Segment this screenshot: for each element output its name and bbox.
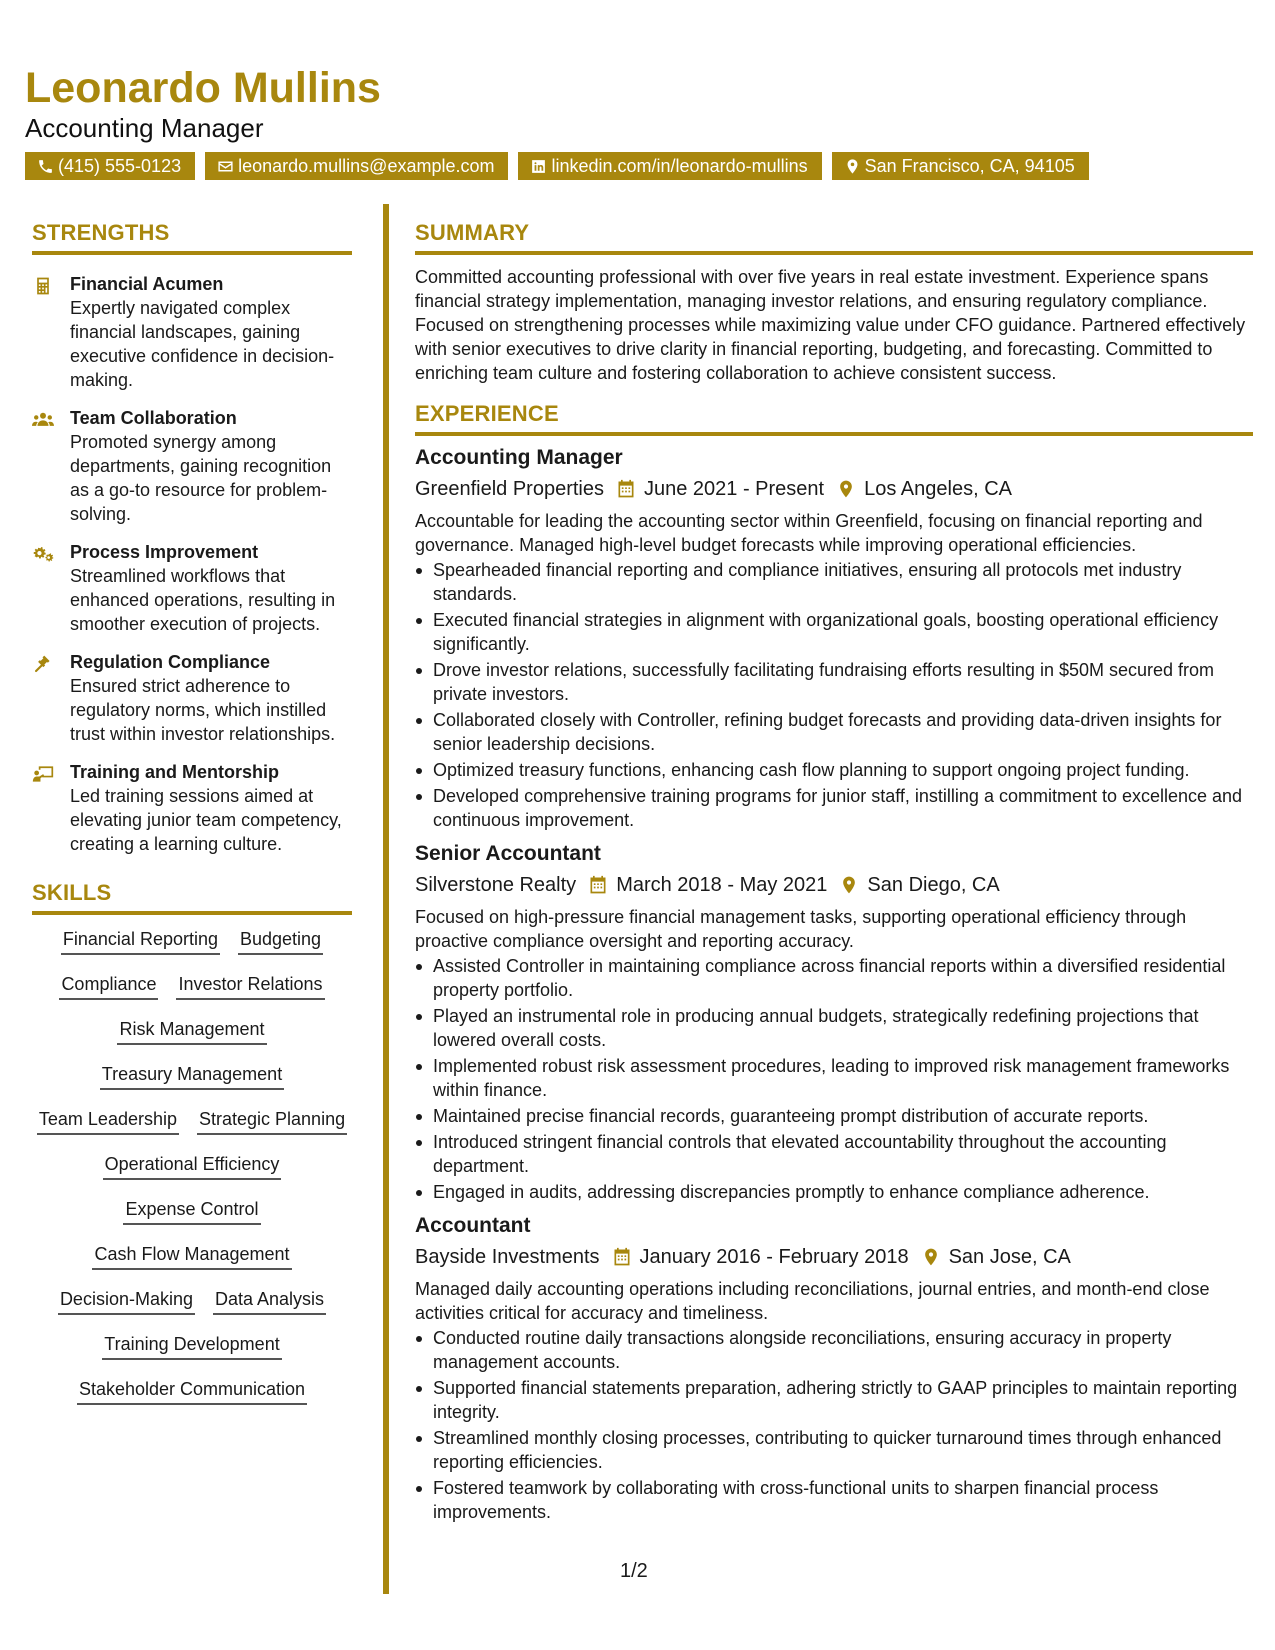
job-company: Bayside Investments	[415, 1246, 600, 1268]
strengths-list	[32, 272, 352, 856]
skill-tag: Team Leadership	[37, 1107, 179, 1135]
contact-location-text: San Francisco, CA, 94105	[864, 156, 1075, 176]
skill-tag: Financial Reporting	[61, 927, 220, 955]
contact-phone-text: (415) 555-0123	[58, 156, 182, 176]
skill-tag: Treasury Management	[100, 1062, 284, 1090]
contact-email[interactable]	[205, 152, 508, 180]
job-company: Silverstone Realty	[415, 874, 577, 896]
skill-tag: Budgeting	[238, 927, 323, 955]
bullet-item: Assisted Controller in maintaining compliance across financial reports within a diversified residential property portfolio.	[415, 954, 1253, 1002]
left-column	[32, 218, 352, 1422]
gears-icon	[32, 544, 56, 564]
contact-bar	[25, 152, 1089, 180]
job-meta	[415, 1242, 1253, 1272]
bullet-item: Developed comprehensive training programs for junior staff, instilling a commitment to excellence and continuous improvement.	[415, 784, 1253, 832]
job-location: San Diego, CA	[867, 874, 1000, 896]
strength-item	[32, 760, 352, 856]
bullet-item: Spearheaded financial reporting and compliance initiatives, ensuring all protocols met industry standards.	[415, 558, 1253, 606]
strength-desc: Promoted synergy among departments, gaining recognition as a go-to resource for problem-solving.	[70, 432, 332, 524]
job-title: Senior Accountant	[415, 842, 601, 865]
strength-title: Team Collaboration	[70, 408, 237, 428]
bullet-item: Implemented robust risk assessment procedures, leading to improved risk management frameworks within finance.	[415, 1054, 1253, 1102]
bullet-item: Introduced stringent financial controls that elevated accountability throughout the accounting department.	[415, 1130, 1253, 1178]
skills-list	[32, 915, 352, 1422]
skill-tag: Operational Efficiency	[103, 1152, 282, 1180]
skill-tag: Data Analysis	[213, 1287, 326, 1315]
contact-linkedin[interactable]	[518, 152, 821, 180]
bullet-item: Engaged in audits, addressing discrepancies promptly to enhance compliance adherence.	[415, 1180, 1253, 1204]
strength-title: Process Improvement	[70, 542, 259, 562]
strength-desc: Led training sessions aimed at elevating junior team competency, creating a learning culture.	[70, 786, 342, 854]
skill-tag: Investor Relations	[176, 972, 324, 1000]
strength-item	[32, 406, 352, 526]
job-dates: March 2018 - May 2021	[616, 874, 828, 896]
strength-title: Financial Acumen	[70, 274, 224, 294]
job-title: Accountant	[415, 1214, 531, 1237]
bullet-item: Maintained precise financial records, guaranteeing prompt distribution of accurate reports.	[415, 1104, 1253, 1128]
bullet-item: Collaborated closely with Controller, refining budget forecasts and providing data-driven insights for senior leadership decisions.	[415, 708, 1253, 756]
job-bullets	[415, 954, 1253, 1204]
calculator-icon	[32, 276, 56, 296]
job-dates: June 2021 - Present	[643, 478, 825, 500]
users-icon	[32, 410, 56, 430]
job-location: San Jose, CA	[948, 1246, 1071, 1268]
bullet-item: Played an instrumental role in producing annual budgets, strategically redefining projections that lowered overall costs.	[415, 1004, 1253, 1052]
phone-icon	[37, 158, 54, 175]
summary-text: Committed accounting professional with over five years in real estate investment. Experience spans financial strategy implementation, managing investor relations, and ensuring regulatory compliance. Focused on strengthening processes while maximizing value under CFO guidance. Partnered effectively with senior executives to drive clarity in financial reporting, budgeting, and forecasting. Committed to enriching team culture and fostering collaboration to achieve consistent success.	[415, 267, 1246, 383]
bullet-item: Conducted routine daily transactions alongside reconciliations, ensuring accuracy in property management accounts.	[415, 1326, 1253, 1374]
linkedin-icon	[530, 158, 547, 175]
bullet-item: Drove investor relations, successfully facilitating fundraising efforts resulting in $50M secured from private investors.	[415, 658, 1253, 706]
skill-tag: Expense Control	[123, 1197, 260, 1225]
contact-phone[interactable]	[25, 152, 195, 180]
skills-heading: SKILLS	[32, 878, 352, 915]
gavel-icon	[32, 654, 56, 674]
bullet-item: Optimized treasury functions, enhancing cash flow planning to support ongoing project funding.	[415, 758, 1253, 782]
skill-tag: Risk Management	[117, 1017, 266, 1045]
candidate-title: Accounting Manager	[25, 113, 264, 143]
skill-tag: Strategic Planning	[197, 1107, 347, 1135]
envelope-icon	[217, 158, 234, 175]
bullet-item: Streamlined monthly closing processes, contributing to quicker turnaround times through enhanced reporting efficiencies.	[415, 1426, 1253, 1474]
calendar-icon	[612, 1247, 632, 1267]
strength-title: Training and Mentorship	[70, 762, 280, 782]
skill-tag: Decision-Making	[58, 1287, 195, 1315]
teacher-icon	[32, 764, 56, 784]
job-title: Accounting Manager	[415, 446, 623, 469]
map-pin-icon	[839, 875, 859, 895]
column-divider	[383, 204, 389, 1594]
summary-heading: SUMMARY	[415, 218, 1253, 255]
skill-tag: Cash Flow Management	[92, 1242, 291, 1270]
job-meta	[415, 474, 1253, 504]
bullet-item: Executed financial strategies in alignment with organizational goals, boosting operational efficiency significantly.	[415, 608, 1253, 656]
skill-tag: Training Development	[102, 1332, 281, 1360]
job-dates: January 2016 - February 2018	[639, 1246, 909, 1268]
strength-desc: Streamlined workflows that enhanced operations, resulting in smoother execution of projects.	[70, 566, 336, 634]
job-entry	[415, 1212, 1253, 1524]
job-bullets	[415, 1326, 1253, 1524]
contact-email-text: leonardo.mullins@example.com	[238, 156, 495, 176]
map-pin-icon	[921, 1247, 941, 1267]
job-description: Focused on high-pressure financial management tasks, supporting operational efficiency through proactive compliance oversight and reporting accuracy.	[415, 907, 1187, 951]
calendar-icon	[588, 875, 608, 895]
contact-location[interactable]	[832, 152, 1089, 180]
job-company: Greenfield Properties	[415, 478, 604, 500]
map-pin-icon	[836, 479, 856, 499]
experience-heading: EXPERIENCE	[415, 399, 1253, 436]
skill-tag: Compliance	[59, 972, 158, 1000]
skill-tag: Stakeholder Communication	[77, 1377, 307, 1405]
job-location: Los Angeles, CA	[864, 478, 1012, 500]
map-pin-icon	[844, 158, 861, 175]
strength-desc: Expertly navigated complex financial landscapes, gaining executive confidence in decision-making.	[70, 298, 335, 390]
job-entry	[415, 444, 1253, 832]
job-entry	[415, 840, 1253, 1204]
contact-linkedin-text: linkedin.com/in/leonardo-mullins	[551, 156, 808, 176]
strength-title: Regulation Compliance	[70, 652, 271, 672]
page-number: 1/2	[620, 1560, 648, 1582]
right-column	[415, 218, 1253, 1526]
job-meta	[415, 870, 1253, 900]
job-description: Accountable for leading the accounting sector within Greenfield, focusing on financial reporting and governance. Managed high-level budget forecasts while improving operational efficiencies.	[415, 511, 1203, 555]
bullet-item: Supported financial statements preparation, adhering strictly to GAAP principles to maintain reporting integrity.	[415, 1376, 1253, 1424]
calendar-icon	[616, 479, 636, 499]
job-bullets	[415, 558, 1253, 832]
strength-desc: Ensured strict adherence to regulatory norms, which instilled trust within investor relationships.	[70, 676, 336, 744]
strength-item	[32, 272, 352, 392]
strengths-heading: STRENGTHS	[32, 218, 352, 255]
bullet-item: Fostered teamwork by collaborating with cross-functional units to sharpen financial process improvements.	[415, 1476, 1253, 1524]
job-description: Managed daily accounting operations including reconciliations, journal entries, and month-end close activities critical for accuracy and timeliness.	[415, 1279, 1210, 1323]
candidate-name: Leonardo Mullins	[25, 64, 381, 112]
strength-item	[32, 650, 352, 746]
strength-item	[32, 540, 352, 636]
